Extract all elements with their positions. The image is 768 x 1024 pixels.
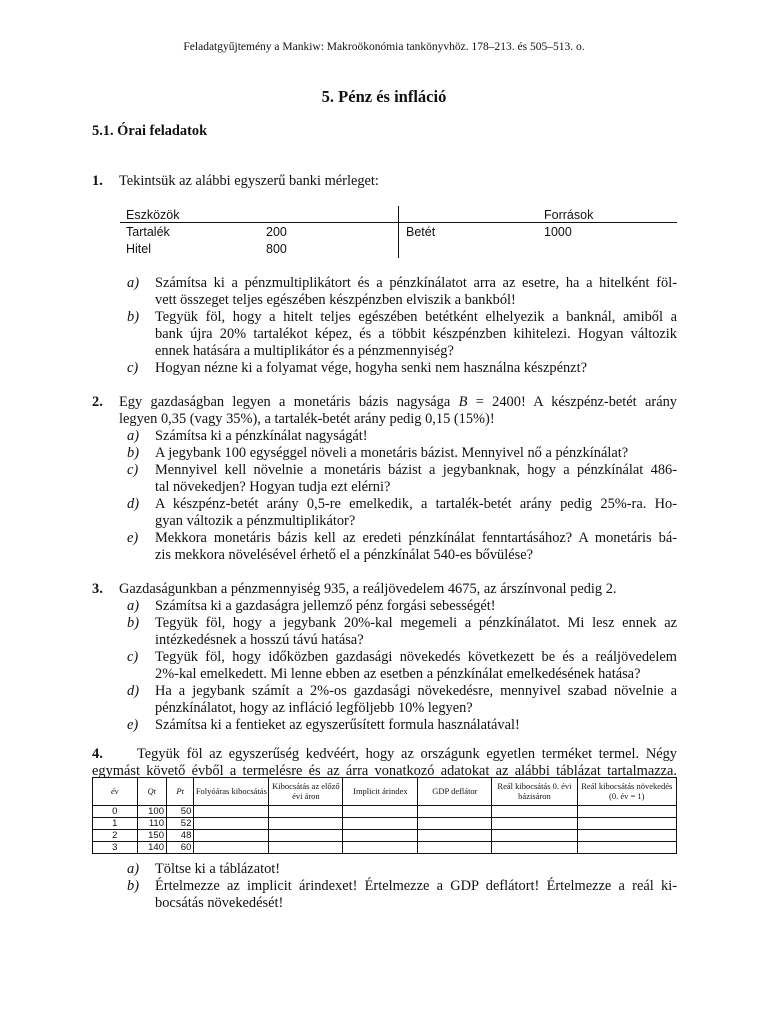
task-3b-text: Tegyük föl, hogy a jegybank 20%-kal megemeli a pénzkínálatot. Mi lesz ennek az [155, 615, 677, 631]
task-4a-text: Töltse ki a táblázatot! [155, 861, 281, 877]
cell-empty[interactable] [269, 830, 343, 842]
task-3-number: 3. [92, 581, 103, 597]
column-header: Implicit árindex [343, 778, 418, 806]
task-3c-text: Tegyük föl, hogy időközben gazdasági növekedés következett be és a reáljövedelem [155, 649, 677, 665]
task-4-number: 4. [92, 746, 103, 762]
task-2b-text: A jegybank 100 egységgel növeli a monetáris bázist. Mennyivel nő a pénzkínálat? [155, 445, 629, 461]
cell-empty[interactable] [577, 806, 676, 818]
balance-row-label: Hitel [126, 242, 152, 256]
column-header: év [93, 778, 138, 806]
table-row [93, 830, 677, 842]
cell-quantity: 150 [137, 830, 166, 842]
cell-empty[interactable] [577, 830, 676, 842]
task-3b-label: b) [127, 615, 139, 631]
cell-empty[interactable] [577, 842, 676, 854]
table-row [93, 818, 677, 830]
page-header: Feladatgyűjtemény a Mankiw: Makroökonómia tankönyvhöz. 178–213. és 505–513. o. [183, 41, 585, 53]
task-3c-label: c) [127, 649, 139, 665]
task-4b-text: bocsátás növekedését! [155, 895, 284, 911]
cell-empty[interactable] [343, 830, 418, 842]
cell-empty[interactable] [492, 830, 577, 842]
cell-empty[interactable] [577, 818, 676, 830]
column-header: Reál kibocsátás 0. évi bázisáron [492, 778, 577, 806]
cell-price: 48 [167, 830, 194, 842]
cell-year: 1 [93, 818, 138, 830]
task-1b-label: b) [127, 309, 139, 325]
cell-empty[interactable] [269, 842, 343, 854]
cell-empty[interactable] [343, 818, 418, 830]
task-3d-text: Ha a jegybank számít a 2%-os gazdasági növekedésre, mennyivel szabad növelnie a [155, 683, 677, 699]
cell-empty[interactable] [492, 818, 577, 830]
task-2d-text: gyan változik a pénzmultiplikátor? [155, 513, 356, 529]
variable-b: B [458, 394, 468, 410]
task-1-number: 1. [92, 173, 103, 189]
task-4-intro: egymást követő évből a termelésre és az árra vonatkozó adatokat az alábbi táblázat tartalmazza. [92, 763, 677, 779]
cell-quantity: 140 [137, 842, 166, 854]
column-header: Kibocsátás az előző évi áron [269, 778, 343, 806]
task-4a-label: a) [127, 861, 139, 877]
task-2-intro: legyen 0,35 (vagy 35%), a tartalék-betét arány pedig 0,15 (15%)! [119, 411, 495, 427]
task-3b-text: intézkedésnek a hosszú távú hatása? [155, 632, 364, 648]
column-header: Pt [167, 778, 194, 806]
section-title: 5.1. Órai feladatok [92, 123, 208, 139]
table-row [93, 842, 677, 854]
balance-row-value: 200 [266, 225, 287, 239]
task-3d-text: pénzkínálatot, hogy az infláció legföljebb 10% legyen? [155, 700, 473, 716]
task-2-intro [119, 393, 677, 411]
balance-center-rule [398, 206, 399, 258]
task-2-intro-part: = 2400! A készpénz-betét arány [475, 394, 677, 410]
task-3-intro: Gazdaságunkban a pénzmennyiség 935, a reáljövedelem 4675, az árszínvonal pedig 2. [119, 581, 617, 597]
cell-empty[interactable] [492, 806, 577, 818]
cell-empty[interactable] [343, 842, 418, 854]
balance-row-label: Tartalék [126, 225, 170, 239]
task-2a-label: a) [127, 428, 139, 444]
task-3e-text: Számítsa ki a fentieket az egyszerűsített formula használatával! [155, 717, 520, 733]
task-1a-text: Számítsa ki a pénzmultiplikátort és a pénzkínálatot arra az esetre, ha a hitelként föl- [155, 275, 677, 291]
cell-year: 0 [93, 806, 138, 818]
task-3a-text: Számítsa ki a gazdaságra jellemző pénz forgási sebességét! [155, 598, 496, 614]
task-4b-text: Értelmezze az implicit árindexet! Értelmezze a GDP deflátort! Értelmezze a reál ki- [155, 878, 677, 894]
data-table [92, 777, 677, 854]
cell-empty[interactable] [194, 830, 269, 842]
task-4-intro: Tegyük föl az egyszerűség kedvéért, hogy az országunk egyetlen terméket termel. Négy [137, 746, 677, 762]
task-2-intro-part: Egy gazdaságban legyen a monetáris bázis nagysága [119, 394, 451, 410]
cell-empty[interactable] [194, 818, 269, 830]
task-3d-label: d) [127, 683, 139, 699]
cell-empty[interactable] [418, 818, 492, 830]
column-header: Qt [137, 778, 166, 806]
task-2e-text: Mekkora monetáris bázis kell az eredeti pénzkínálat fenntartásához? A monetáris bá- [155, 530, 677, 546]
cell-price: 52 [167, 818, 194, 830]
chapter-title: 5. Pénz és infláció [321, 87, 447, 106]
task-1c-text: Hogyan nézne ki a folyamat vége, hogyha senki nem használna készpénzt? [155, 360, 587, 376]
cell-year: 3 [93, 842, 138, 854]
column-header: GDP deflátor [418, 778, 492, 806]
table-header-row [93, 778, 677, 806]
task-4b-label: b) [127, 878, 139, 894]
cell-empty[interactable] [418, 842, 492, 854]
balance-liabilities-header: Források [544, 208, 594, 222]
task-3e-label: e) [127, 717, 139, 733]
task-2e-label: e) [127, 530, 139, 546]
cell-empty[interactable] [418, 806, 492, 818]
balance-row-liability-label: Betét [406, 225, 436, 239]
task-2d-text: A készpénz-betét arány 0,5-re emelkedik, a tartalék-betét arány pedig 25%-ra. Ho- [155, 496, 677, 512]
cell-empty[interactable] [194, 842, 269, 854]
balance-row-liability-value: 1000 [544, 225, 572, 239]
task-1b-text: ennek hatására a multiplikátor és a pénzmennyiség? [155, 343, 454, 359]
task-3c-text: 2%-kal emelkedett. Mi lenne ebben az esetben a pénzkínálat emelkedésének hatása? [155, 666, 641, 682]
task-3a-label: a) [127, 598, 139, 614]
task-2b-label: b) [127, 445, 139, 461]
task-2c-label: c) [127, 462, 139, 478]
column-header: Folyóáras kibocsátás [194, 778, 269, 806]
task-1-intro: Tekintsük az alábbi egyszerű banki mérleget: [119, 173, 379, 189]
cell-price: 60 [167, 842, 194, 854]
cell-empty[interactable] [492, 842, 577, 854]
cell-quantity: 110 [137, 818, 166, 830]
task-2-number: 2. [92, 394, 103, 410]
task-1c-label: c) [127, 360, 139, 376]
balance-row-value: 800 [266, 242, 287, 256]
cell-year: 2 [93, 830, 138, 842]
table-row [93, 806, 677, 818]
cell-empty[interactable] [269, 806, 343, 818]
task-2c-text: Mennyivel kell növelnie a monetáris bázist a jegybanknak, hogy a pénzkínálat 486- [155, 462, 677, 478]
balance-assets-header: Eszközök [126, 208, 180, 222]
task-1b-text: bank újra 20% tartalékot képez, és a többit készpénzben kihitelezi. Hogyan változik [155, 326, 677, 342]
task-1a-text: vett összeget teljes egészében készpénzben elviszik a bankból! [155, 292, 516, 308]
task-2c-text: tal növekedjen? Hogyan tudja ezt elérni? [155, 479, 391, 495]
task-2a-text: Számítsa ki a pénzkínálat nagyságát! [155, 428, 368, 444]
cell-empty[interactable] [343, 806, 418, 818]
cell-empty[interactable] [194, 806, 269, 818]
task-2d-label: d) [127, 496, 139, 512]
column-header: Reál kibocsátás növekedés (0. év = 1) [577, 778, 676, 806]
task-2e-text: zis mekkora növelésével érhető el a pénzkínálat 540-es bővülése? [155, 547, 534, 563]
task-1a-label: a) [127, 275, 139, 291]
task-1b-text: Tegyük föl, hogy a hitelt teljes egészében betétként elhelyezik a banknál, amiből a [155, 309, 677, 325]
cell-empty[interactable] [269, 818, 343, 830]
cell-empty[interactable] [418, 830, 492, 842]
cell-price: 50 [167, 806, 194, 818]
cell-quantity: 100 [137, 806, 166, 818]
